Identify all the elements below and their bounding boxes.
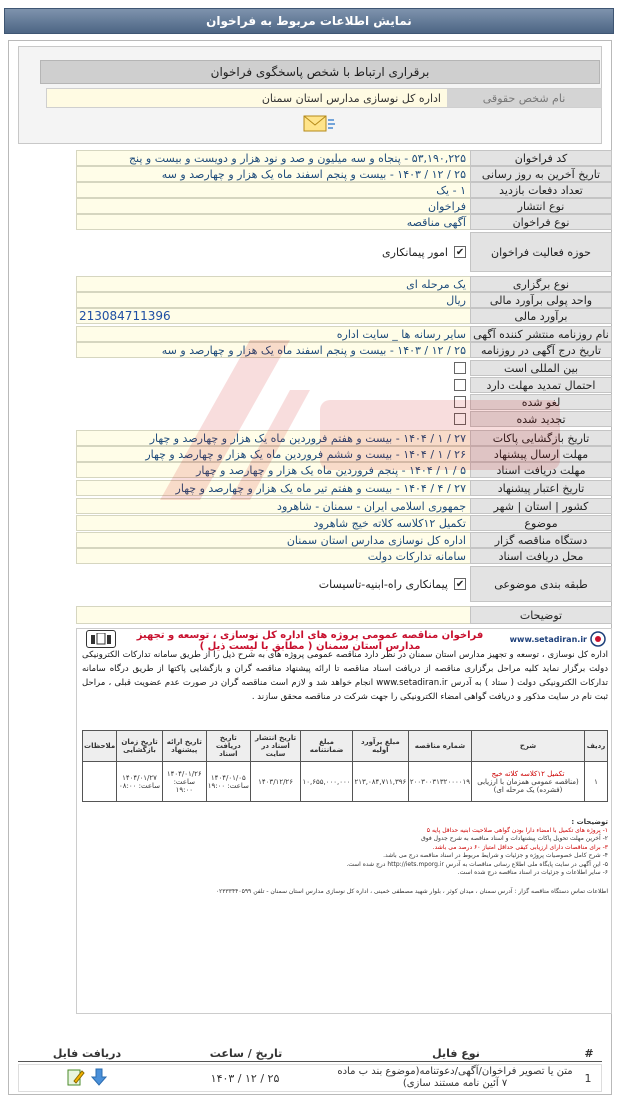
activity-value bbox=[76, 232, 470, 272]
description-label: توضیحات bbox=[470, 606, 612, 624]
check-label: تجدید شده bbox=[470, 411, 612, 427]
cell-date: ۱۴۰۴/۰۱/۰۵ bbox=[210, 773, 246, 782]
page-header bbox=[4, 8, 614, 34]
files-header-download: دریافت فایل bbox=[52, 1047, 122, 1060]
field-value: ۲۵ / ۱۲ / ۱۴۰۳ - بیست و پنجم اسفند ماه یک هزار و چهارصد و سه bbox=[76, 166, 470, 182]
field-row bbox=[76, 548, 612, 564]
check-row bbox=[76, 411, 612, 427]
cell-time: ساعت: ۰۸:۰۰ bbox=[119, 781, 161, 790]
note-item: ۵- این آگهی در سایت پایگاه ملی اطلاع رسانی مناقصات به آدرس http://iets.mporg.ir درج شده است. bbox=[346, 860, 608, 868]
field-value: جمهوری اسلامی ایران - سمنان - شاهرود bbox=[76, 498, 470, 514]
row-desc: (مناقصه عمومی همزمان با ارزیابی (فشرده) یک مرحله ای) bbox=[477, 777, 579, 794]
field-label: محل دریافت اسناد bbox=[470, 548, 612, 564]
field-row bbox=[76, 166, 612, 182]
check-label: احتمال تمدید مهلت دارد bbox=[470, 377, 612, 393]
tender-notes bbox=[82, 818, 608, 896]
field-label: دستگاه مناقصه گزار bbox=[470, 532, 612, 548]
check-label: لغو شده bbox=[470, 394, 612, 410]
setad-logo bbox=[506, 630, 606, 648]
field-value: یک مرحله ای bbox=[76, 276, 470, 292]
field-value: ۲۷ / ۴ / ۱۴۰۴ - بیست و هفتم تیر ماه یک هزار و چهارصد و چهار bbox=[76, 480, 470, 496]
field-label: تاریخ اعتبار پیشنهاد bbox=[470, 480, 612, 496]
cell-time: ساعت: ۱۹:۰۰ bbox=[173, 777, 195, 794]
field-label: تعداد دفعات بازدید bbox=[470, 182, 612, 198]
check-cell bbox=[76, 377, 470, 393]
table-header-row bbox=[83, 731, 608, 762]
estimate-value: 213084711396 bbox=[76, 308, 470, 324]
table-header: شماره مناقصه bbox=[408, 731, 471, 762]
table-header: شرح bbox=[472, 731, 585, 762]
field-row bbox=[76, 462, 612, 478]
field-row bbox=[76, 214, 612, 230]
table-header: تاریخ دریافت اسناد bbox=[206, 731, 250, 762]
category-checkbox[interactable]: ✔ bbox=[455, 578, 465, 590]
checkbox[interactable] bbox=[454, 413, 466, 425]
file-type: متن یا تصویر فراخوان/آگهی/دعوتنامه(موضوع بند ب ماده ۷ آئین نامه مستند سازی) bbox=[337, 1066, 573, 1089]
check-cell bbox=[76, 360, 470, 376]
field-row bbox=[76, 342, 612, 358]
activity-label: حوزه فعالیت فراخوان bbox=[470, 232, 612, 272]
field-value: ریال bbox=[76, 292, 470, 308]
tender-title: فراخوان مناقصه عمومی پروژه های اداره کل نوسازی ، توسعه و تجهیز مدارس استان سمنان ( مطابق با لیست ذیل ) bbox=[136, 630, 484, 652]
setad-logo-text: www.setadiran.ir bbox=[509, 634, 587, 644]
note-item: ۱- پروژه های تکمیل با امضاء دارا بودن گواهی صلاحیت ابنیه حداقل پایه ۵ bbox=[426, 826, 608, 834]
field-row bbox=[76, 198, 612, 214]
notes-title: توضیحات : bbox=[571, 818, 608, 826]
field-value: سامانه تدارکات دولت bbox=[76, 548, 470, 564]
table-cell: ۱۰,۶۵۵,۰۰۰,۰۰۰ bbox=[301, 762, 353, 802]
field-value: ۲۵ / ۱۲ / ۱۴۰۳ - بیست و پنجم اسفند ماه یک هزار و چهارصد و سه bbox=[76, 342, 470, 358]
field-label: تاریخ آخرین به روز رسانی bbox=[470, 166, 612, 182]
field-label: واحد پولی برآورد مالی bbox=[470, 292, 612, 308]
download-arrow-icon[interactable] bbox=[89, 1067, 109, 1090]
field-label: مهلت ارسال پیشنهاد bbox=[470, 446, 612, 462]
field-row bbox=[76, 532, 612, 548]
note-item: ۴- شرح کامل خصوصیات پروژه و جزئیات و شرایط مربوط در اسناد مناقصه درج می باشد. bbox=[383, 852, 608, 859]
field-label: نوع انتشار bbox=[470, 198, 612, 214]
cell-time: ساعت: ۱۹:۰۰ bbox=[207, 781, 249, 790]
file-date: ۲۵ / ۱۲ / ۱۴۰۳ bbox=[210, 1071, 280, 1085]
checkbox[interactable] bbox=[454, 396, 466, 408]
table-header: ردیف bbox=[585, 731, 608, 762]
table-cell: ۲۱۳,۰۸۴,۷۱۱,۳۹۶ bbox=[352, 762, 408, 802]
edit-document-icon[interactable] bbox=[65, 1067, 85, 1090]
note-item: ۳- برای مناقصات دارای ارزیابی کیفی حداقل امتیاز ۶۰ درصد می باشد. bbox=[432, 843, 608, 851]
note-item: ۶- سایر اطلاعات و جزئیات در اسناد مناقصه درج شده است. bbox=[457, 869, 608, 876]
cell-date: ۱۴۰۴/۰۱/۲۷ bbox=[122, 773, 157, 782]
field-label: تاریخ بازگشایی پاکات bbox=[470, 430, 612, 446]
table-cell bbox=[472, 762, 585, 802]
field-label: کشور | استان | شهر bbox=[470, 498, 612, 514]
activity-checkbox[interactable]: ✔ bbox=[455, 246, 465, 258]
table-cell: ۱۴۰۳/۱۲/۲۶ bbox=[250, 762, 300, 802]
files-header bbox=[18, 1046, 602, 1062]
files-header-type: نوع فایل bbox=[432, 1047, 480, 1060]
check-row bbox=[76, 360, 612, 376]
contact-panel-title: برقراری ارتباط با شخص پاسخگوی فراخوان bbox=[40, 60, 600, 84]
field-value: تکمیل ۱۲کلاسه کلاته خیج شاهرود bbox=[76, 515, 470, 531]
contact-value: اداره کل نوسازی مدارس استان سمنان bbox=[47, 89, 447, 107]
field-label: مهلت دریافت اسناد bbox=[470, 462, 612, 478]
organization-logo bbox=[86, 630, 116, 648]
field-label: نام روزنامه منتشر کننده آگهی bbox=[470, 326, 612, 342]
estimate-label: برآورد مالی bbox=[470, 308, 612, 324]
field-label: نوع برگزاری bbox=[470, 276, 612, 292]
file-row bbox=[18, 1064, 602, 1092]
field-value: فراخوان bbox=[76, 198, 470, 214]
table-cell: ۱ bbox=[585, 762, 608, 802]
files-header-date: تاریخ / ساعت bbox=[209, 1047, 283, 1060]
field-row bbox=[76, 515, 612, 531]
field-value: ۵ / ۱ / ۱۴۰۴ - پنجم فروردین ماه یک هزار و چهارصد و چهار bbox=[76, 462, 470, 478]
row-title: تکمیل ۱۲کلاسه کلاته خیج bbox=[491, 769, 565, 778]
check-cell bbox=[76, 411, 470, 427]
check-cell bbox=[76, 394, 470, 410]
tender-paragraph: اداره کل نوسازی ، توسعه و تجهیز مدارس استان سمنان در نظر دارد مناقصه عمومی پروژه های به شرح ذیل را از طریق سامانه تدارکات الکترونیکی دولت برگزار نماید کلیه مراحل برگزاری مناقصه از دریافت اسناد مناقصه تا ارائه پیشنهاد مناقصه گران و بازگشایی پاکتها از طریق درگاه سامانه تدارکات الکترونیکی دولت ( ستاد ) به آدرس www.setadiran.ir انجام خواهد شد و لازم است مناقصه گران در صورت عدم عضویت قبلی ، مراحل ثبت نام در سایت مذکور و دریافت گواهی امضاء الکترونیکی را جهت شرکت در مناقصه محقق سازند . bbox=[82, 650, 608, 702]
table-header: تاریخ ارائه پیشنهاد bbox=[162, 731, 206, 762]
notes-footer: اطلاعات تماس دستگاه مناقصه گزار : آدرس سمنان ، میدان کوثر ، بلوار شهید مصطفی خمینی ، اداره کل نوسازی مدارس استان سمنان - تلفن ۰۲۳۳۳۴۴۰۵۹۹ bbox=[215, 887, 608, 895]
category-value bbox=[76, 566, 470, 602]
field-value: ۲۷ / ۱ / ۱۴۰۴ - بیست و هفتم فروردین ماه یک هزار و چهارصد و چهار bbox=[76, 430, 470, 446]
field-row bbox=[76, 276, 612, 292]
contact-label: نام شخص حقوقی bbox=[447, 89, 601, 107]
field-row bbox=[76, 292, 612, 308]
cell-date: ۱۴۰۴/۰۱/۲۶ bbox=[166, 769, 202, 778]
table-header: ملاحظات bbox=[83, 731, 117, 762]
field-row bbox=[76, 182, 612, 198]
field-value: آگهی مناقصه bbox=[76, 214, 470, 230]
category-text: پیمانکاری راه-ابنیه-تاسیسات bbox=[318, 577, 448, 591]
table-cell bbox=[83, 762, 117, 802]
table-header: تاریخ انتشار اسناد در سایت bbox=[250, 731, 300, 762]
field-value: سایر رسانه ها _ سایت اداره bbox=[76, 326, 470, 342]
check-row bbox=[76, 394, 612, 410]
field-row bbox=[76, 326, 612, 342]
category-label: طبقه بندی موضوعی bbox=[470, 566, 612, 602]
field-value: ۲۶ / ۱ / ۱۴۰۴ - بیست و ششم فروردین ماه یک هزار و چهارصد و چهار bbox=[76, 446, 470, 462]
field-value: ۵۳,۱۹۰,۲۲۵ - پنجاه و سه میلیون و صد و نود هزار و دویست و بیست و پنج bbox=[76, 150, 470, 166]
table-cell bbox=[162, 762, 206, 802]
checkbox[interactable] bbox=[454, 362, 466, 374]
table-cell bbox=[206, 762, 250, 802]
table-header: مبلغ ضمانتنامه bbox=[301, 731, 353, 762]
check-label: بین المللی است bbox=[470, 360, 612, 376]
category-row bbox=[76, 566, 612, 602]
note-item: ۲- آخرین مهلت تحویل پاکات پیشنهادات و اسناد مناقصه به شرح جدول فوق bbox=[421, 835, 608, 842]
field-label: نوع فراخوان bbox=[470, 214, 612, 230]
field-label: کد فراخوان bbox=[470, 150, 612, 166]
table-header: مبلغ برآورد اولیه bbox=[352, 731, 408, 762]
activity-text: امور پیمانکاری bbox=[382, 245, 448, 259]
field-value: اداره کل نوسازی مدارس استان سمنان bbox=[76, 532, 470, 548]
table-cell: ۲۰۰۳۰۰۳۱۳۲۰۰۰۰۱۹ bbox=[408, 762, 471, 802]
table-row bbox=[83, 762, 608, 802]
field-row bbox=[76, 430, 612, 446]
description-value bbox=[76, 606, 470, 624]
envelope-icon[interactable] bbox=[302, 112, 336, 136]
table-header: تاریخ زمان بازگشایی bbox=[117, 731, 163, 762]
contact-row bbox=[46, 88, 602, 108]
files-header-num: # bbox=[584, 1047, 594, 1060]
field-label: موضوع bbox=[470, 515, 612, 531]
file-num: 1 bbox=[584, 1071, 592, 1085]
field-row bbox=[76, 150, 612, 166]
activity-row bbox=[76, 232, 612, 272]
tender-table bbox=[82, 730, 608, 802]
field-row bbox=[76, 480, 612, 496]
field-row bbox=[76, 498, 612, 514]
field-label: تاریخ درج آگهی در روزنامه bbox=[470, 342, 612, 358]
field-row bbox=[76, 446, 612, 462]
check-row bbox=[76, 377, 612, 393]
checkbox[interactable] bbox=[454, 379, 466, 391]
field-value: ۱ - یک bbox=[76, 182, 470, 198]
file-download-cell bbox=[19, 1065, 155, 1091]
description-row bbox=[76, 606, 612, 624]
table-cell bbox=[117, 762, 163, 802]
field-row bbox=[76, 308, 612, 324]
page-header-title: نمایش اطلاعات مربوط به فراخوان bbox=[206, 14, 412, 28]
